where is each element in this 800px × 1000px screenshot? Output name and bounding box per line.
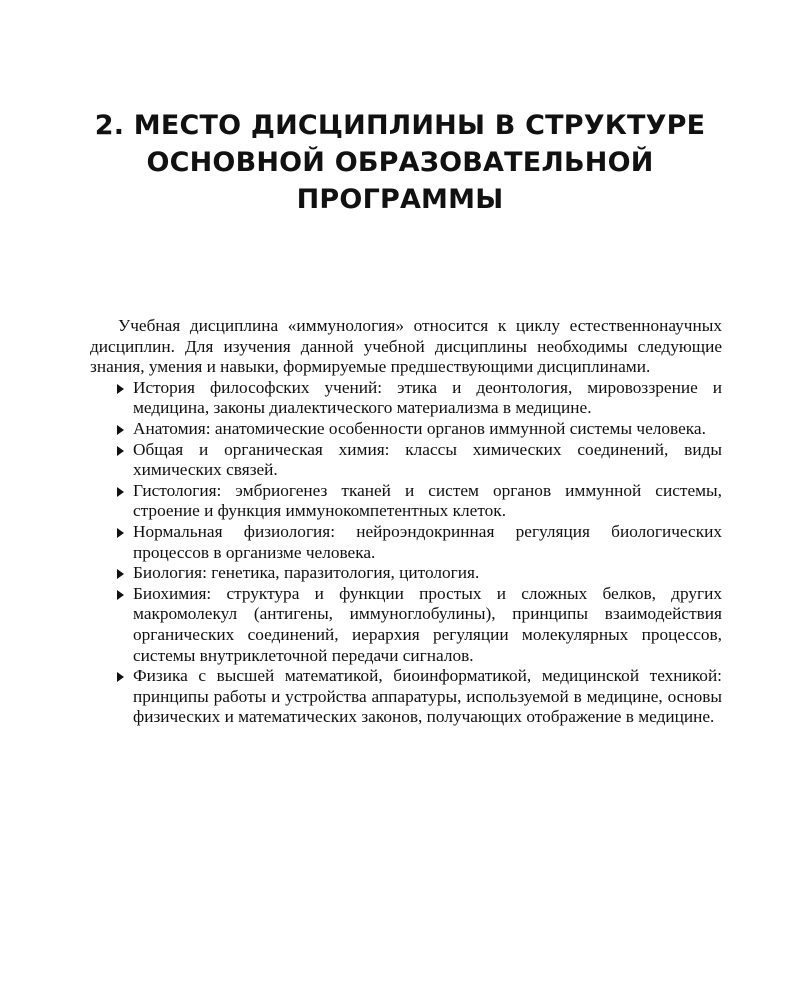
intro-paragraph: Учебная дисциплина «иммунология» относится к циклу естественнонаучных дисциплин. Для изучения данной учебной дисциплины необходимы следующие знания, умения и навыки, формируемые предшествующими дисциплинами. xyxy=(90,316,722,377)
list-item-text: Гистология: эмбриогенез тканей и систем органов иммунной системы, строение и функция иммунокомпетентных клеток. xyxy=(133,480,722,521)
list-item xyxy=(90,481,722,522)
triangle-right-icon xyxy=(115,481,127,502)
triangle-right-icon xyxy=(115,584,127,605)
list-item xyxy=(90,440,722,481)
list-item xyxy=(90,378,722,419)
triangle-right-icon xyxy=(115,666,127,687)
list-item-text: История философских учений: этика и деонтология, мировоззрение и медицина, законы диалектического материализма в медицине. xyxy=(133,377,722,418)
triangle-right-icon xyxy=(115,378,127,399)
list-item xyxy=(90,522,722,563)
list-item-text: Биохимия: структура и функции простых и сложных белков, других макромолекул (антигены, иммуноглобулины), принципы взаимодействия органических соединений, иерархия регуляции молекулярных процессов, системы внутриклеточной передачи сигналов. xyxy=(133,583,722,665)
section-body xyxy=(90,316,722,728)
section-heading xyxy=(60,107,740,218)
section-heading-line-1: 2. МЕСТО ДИСЦИПЛИНЫ В СТРУКТУРЕ xyxy=(94,110,706,141)
triangle-right-icon xyxy=(115,563,127,584)
prerequisite-list xyxy=(90,378,722,728)
triangle-right-icon xyxy=(115,522,127,543)
section-heading-line-3: ПРОГРАММЫ xyxy=(296,184,504,215)
list-item-text: Нормальная физиология: нейроэндокринная регуляция биологических процессов в организме человека. xyxy=(133,521,722,562)
list-item-text: Биология: генетика, паразитология, цитология. xyxy=(133,563,480,583)
list-item-text: Анатомия: анатомические особенности органов иммунной системы человека. xyxy=(133,418,706,438)
section-heading-line-2: ОСНОВНОЙ ОБРАЗОВАТЕЛЬНОЙ xyxy=(146,147,654,178)
triangle-right-icon xyxy=(115,440,127,461)
list-item xyxy=(90,419,722,440)
triangle-right-icon xyxy=(115,419,127,440)
list-item-text: Физика с высшей математикой, биоинформатикой, медицинской техникой: принципы работы и устройства аппаратуры, используемой в медицине, основы физических и математических законов, получающих отображение в медицине. xyxy=(133,666,722,727)
list-item-text: Общая и органическая химия: классы химических соединений, виды химических связей. xyxy=(133,439,722,480)
list-item xyxy=(90,563,722,584)
list-item xyxy=(90,584,722,666)
list-item xyxy=(90,666,722,728)
